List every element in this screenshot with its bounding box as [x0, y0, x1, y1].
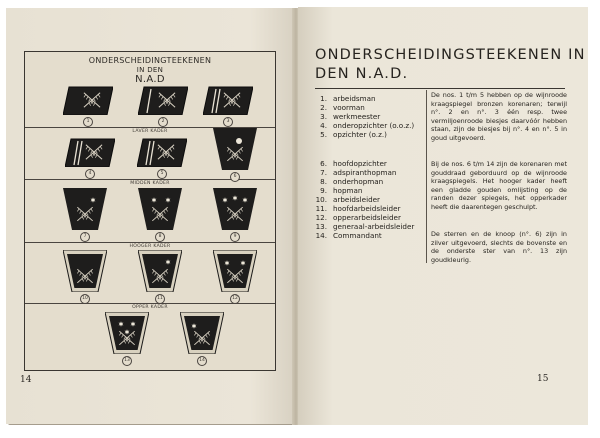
rank-number: 7. — [320, 168, 327, 177]
rank-item — [315, 186, 362, 195]
rank-number: 1. — [320, 94, 327, 103]
page-title-line2: DEN N.A.D. — [315, 66, 409, 82]
patch-number: 11 — [155, 294, 165, 304]
patch-number: 13 — [122, 356, 132, 366]
rank-number: 10. — [315, 195, 327, 204]
shield-patch-shape — [180, 312, 224, 354]
insignia-patch — [63, 85, 113, 115]
page-title: ONDERSCHEIDINGSTEEKENEN IN — [315, 47, 586, 63]
insignia-patch — [138, 188, 182, 230]
shield-patch-shape — [138, 250, 182, 292]
section-label: HOOGER KADER — [129, 244, 171, 249]
rank-item — [315, 195, 380, 204]
rank-item — [315, 112, 380, 121]
rank-item — [315, 130, 387, 139]
rank-name: adspiranthopman — [333, 168, 397, 177]
rank-number: 9. — [320, 186, 327, 195]
patch-number: 5 — [157, 169, 167, 179]
insignia-patch — [213, 128, 257, 170]
rank-number: 6. — [320, 159, 327, 168]
insignia-patch — [63, 188, 107, 230]
insignia-patch — [65, 137, 115, 167]
rank-name: arbeidsman — [333, 94, 376, 103]
rank-name: arbeidsleider — [333, 195, 381, 204]
title-rule — [315, 88, 565, 89]
shield-patch-shape — [213, 250, 257, 292]
shield-patch-shape — [63, 188, 107, 230]
rank-name: Commandant — [333, 231, 382, 240]
shield-patch-shape — [213, 188, 257, 230]
collar-patch-shape — [65, 137, 115, 167]
note-paragraph: Bij de nos. 6 t/m 14 zijn de korenaren met gouddraad geborduurd op de wijnroode kraagspiegels. Het hooger kader heeft een gladde gouden omlijsting op de randen dezer spiegels, het opperkader heeft die daarentegen geschulpt. — [431, 160, 567, 211]
section-divider — [25, 242, 275, 243]
note-paragraph: De sterren en de knoop (n°. 6) zijn in zilver uitgevoerd, slechts de bovenste en de onderste ster van n°. 13 zijn goudkleurig. — [431, 230, 567, 264]
rank-name: hoofdopzichter — [333, 159, 387, 168]
patch-number: 3 — [223, 117, 233, 127]
shield-patch-shape — [138, 188, 182, 230]
rank-name: voorman — [333, 103, 365, 112]
rank-number: 2. — [320, 103, 327, 112]
insignia-patch — [63, 250, 107, 292]
patch-number: 7 — [80, 232, 90, 242]
rank-name: opperarbeidsleider — [333, 213, 401, 222]
shield-patch-shape — [105, 312, 149, 354]
collar-patch-shape — [138, 85, 188, 115]
rank-name: werkmeester — [333, 112, 381, 121]
section-label: MIDDEN KADER — [130, 181, 170, 186]
page-number-left: 14 — [20, 375, 32, 385]
rank-number: 8. — [320, 177, 327, 186]
rank-number: 13. — [315, 222, 327, 231]
insignia-patch — [203, 85, 253, 115]
collar-patch-shape — [137, 137, 187, 167]
rank-name: opzichter (o.z.) — [333, 130, 387, 139]
rank-item — [315, 231, 382, 240]
insignia-patch — [138, 250, 182, 292]
rank-item — [315, 159, 387, 168]
left-page — [6, 8, 294, 424]
rank-name: hoofdarbeidsleider — [333, 204, 401, 213]
column-separator — [426, 90, 427, 263]
insignia-patch — [213, 188, 257, 230]
patch-number: 6 — [230, 172, 240, 182]
insignia-patch — [213, 250, 257, 292]
shield-patch-shape — [63, 250, 107, 292]
rank-number: 14. — [315, 231, 327, 240]
rank-number: 11. — [315, 204, 327, 213]
rank-item — [315, 204, 400, 213]
right-page — [298, 7, 588, 425]
section-label: OPPER KADER — [132, 305, 168, 310]
note-paragraph: De nos. 1 t/m 5 hebben op de wijnroode kraagspiegel bronzen korenaren; terwijl n°. 2 en n°. 3 één resp. twee vermiljoenroode biesjes daarvóór hebben staan, zijn de biesjes bij n°. 4 en n°. 5 in goud uitgevoerd. — [431, 91, 567, 142]
rank-name: onderopzichter (o.o.z.) — [333, 121, 415, 130]
plate-subtitle: IN DEN — [136, 66, 164, 74]
patch-number: 10 — [80, 294, 90, 304]
patch-number: 14 — [197, 356, 207, 366]
rank-number: 4. — [320, 121, 327, 130]
patch-number: 4 — [85, 169, 95, 179]
patch-number: 1 — [83, 117, 93, 127]
rank-item — [315, 168, 396, 177]
patch-number: 9 — [230, 232, 240, 242]
rank-item — [315, 213, 401, 222]
rank-number: 3. — [320, 112, 327, 121]
patch-number: 12 — [230, 294, 240, 304]
plate-subtitle-nad: N.A.D — [135, 74, 165, 85]
insignia-patch — [180, 312, 224, 354]
rank-number: 12. — [315, 213, 327, 222]
rank-item — [315, 177, 383, 186]
rank-name: hopman — [333, 186, 363, 195]
insignia-patch — [105, 312, 149, 354]
rank-name: generaal-arbeidsleider — [333, 222, 415, 231]
collar-patch-shape — [63, 85, 113, 115]
insignia-plate — [24, 51, 276, 371]
rank-item — [315, 121, 414, 130]
patch-number: 8 — [155, 232, 165, 242]
rank-item — [315, 222, 414, 231]
rank-name: onderhopman — [333, 177, 384, 186]
patch-number: 2 — [158, 117, 168, 127]
rank-item — [315, 94, 376, 103]
page-number-right: 15 — [537, 374, 549, 384]
insignia-patch — [138, 85, 188, 115]
section-label: LAVER KADER — [132, 129, 168, 134]
plate-title: ONDERSCHEIDINGTEEKENEN — [88, 56, 212, 65]
rank-number: 5. — [320, 130, 327, 139]
collar-patch-shape — [203, 85, 253, 115]
shield-patch-shape — [213, 128, 257, 170]
insignia-patch — [137, 137, 187, 167]
rank-item — [315, 103, 365, 112]
